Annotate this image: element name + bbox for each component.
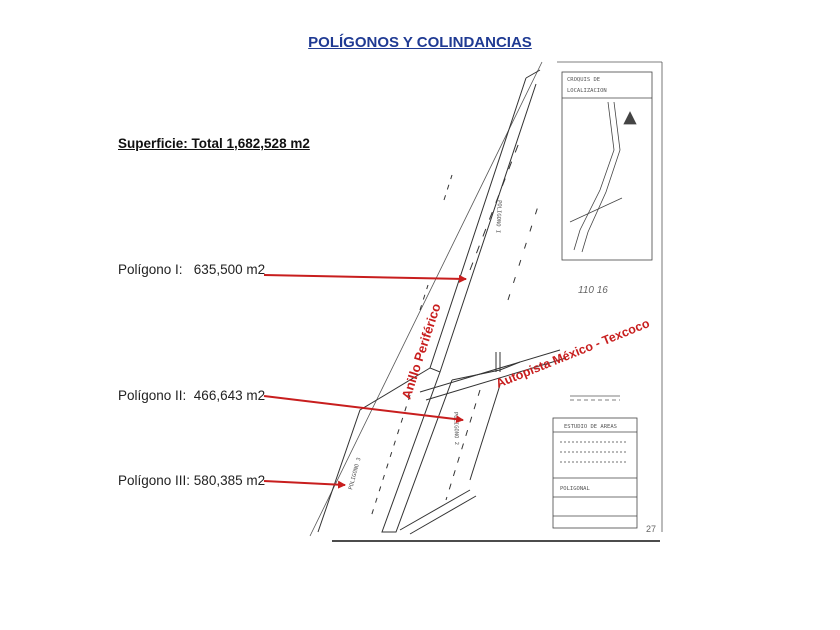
polygon-1-label: Polígono I: 635,500 m2 — [118, 262, 266, 277]
scale-bar — [570, 396, 620, 400]
area-study-title: ESTUDIO DE AREAS — [564, 424, 617, 430]
croquis-label-2: LOCALIZACION — [567, 88, 607, 94]
map-polygon-iii-tag: POLIGONO 3 — [348, 456, 363, 491]
page-number: 27 — [646, 524, 657, 534]
total-area-label: Superficie: Total 1,682,528 m2 — [118, 136, 310, 151]
polygon-2-label: Polígono II: 466,643 m2 — [118, 388, 266, 403]
polygon-2-outline — [382, 372, 452, 532]
polygon-3-label: Polígono III: 580,385 m2 — [118, 473, 266, 488]
croquis-label-1: CROQUIS DE — [567, 77, 601, 83]
poligonal-label: POLIGONAL — [560, 486, 590, 492]
polygon-1-outline — [430, 78, 536, 372]
polygon-3-arrow — [264, 481, 345, 485]
sheet-frame — [310, 62, 662, 541]
polygon-1-arrow — [264, 275, 466, 279]
polygon-2-arrow — [264, 396, 463, 420]
map-polygon-i-tag: POLIGONO I — [494, 199, 502, 234]
map-polygon-ii-tag: POLIGONO 2 — [452, 411, 460, 446]
sheet-left-edge — [310, 62, 542, 536]
autopista-label: Autopista México - Texcoco — [493, 316, 652, 391]
page-title: POLÍGONOS Y COLINDANCIAS — [308, 34, 532, 51]
area-study-box — [553, 418, 637, 528]
handwritten-note: 110 16 — [578, 285, 608, 296]
location-sketch-box — [562, 72, 652, 260]
anillo-periferico-label: Anillo Periférico — [398, 301, 444, 401]
